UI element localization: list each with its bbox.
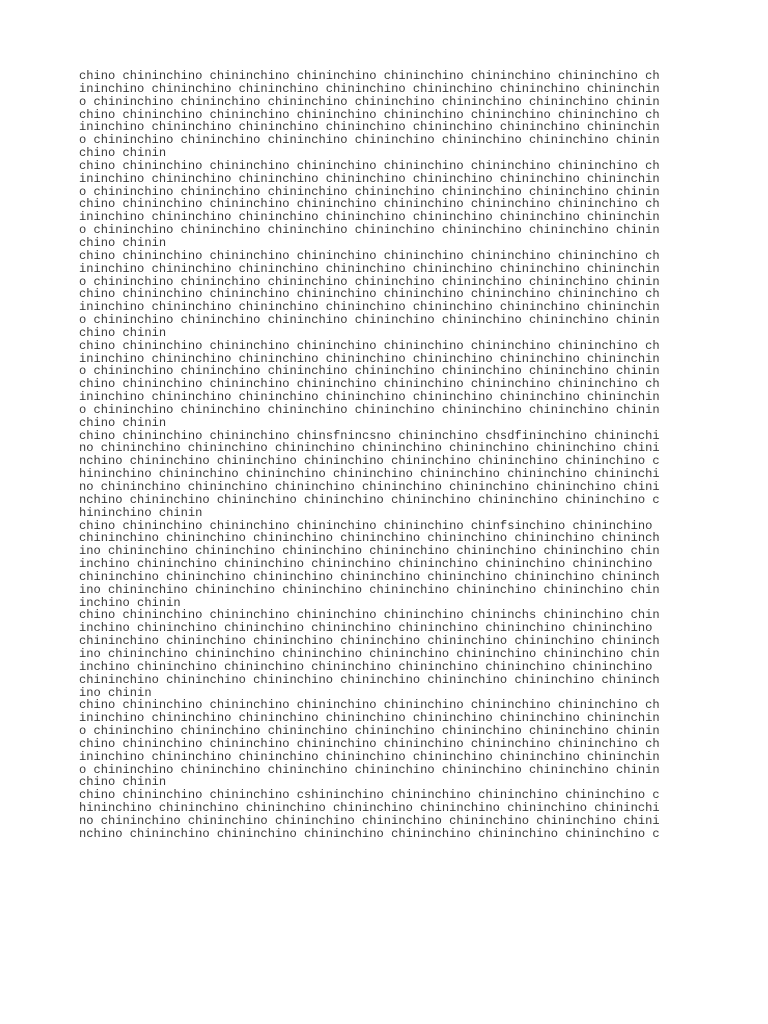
text-line: ino chininchino chininchino chininchino chininchino chininchino chininchino chin (79, 646, 660, 661)
text-line: o chininchino chininchino chininchino chininchino chininchino chininchino chinin (79, 223, 660, 238)
text-line: chino chinin (79, 775, 167, 790)
text-line: hininchino chinin (79, 505, 203, 520)
text-line: chino chininchino chininchino chininchino chininchino chininchino chininchino ch (79, 197, 660, 212)
text-line: ininchino chininchino chininchino chininchino chininchino chininchino chininchin (79, 300, 660, 315)
text-line: ino chinin (79, 685, 152, 700)
text-line: chino chininchino chininchino chininchino chininchino chininchino chininchino ch (79, 287, 660, 302)
text-line: inchino chininchino chininchino chininchino chininchino chininchino chininchino (79, 557, 660, 572)
text-line: ininchino chininchino chininchino chininchino chininchino chininchino chininchin (79, 171, 660, 186)
text-line: inchino chininchino chininchino chininchino chininchino chininchino chininchino (79, 659, 660, 674)
text-line: chino chinin (79, 235, 167, 250)
text-line: o chininchino chininchino chininchino chininchino chininchino chininchino chinin (79, 762, 660, 777)
text-line: nchino chininchino chininchino chininchino chininchino chininchino chininchino c (79, 454, 660, 469)
text-line: nchino chininchino chininchino chininchino chininchino chininchino chininchino c (79, 492, 660, 507)
text-line: o chininchino chininchino chininchino chininchino chininchino chininchino chinin (79, 94, 660, 109)
text-line: no chininchino chininchino chininchino chininchino chininchino chininchino chini (79, 441, 660, 456)
text-line: inchino chininchino chininchino chininchino chininchino chininchino chininchino (79, 621, 660, 636)
paragraph (79, 430, 719, 520)
text-line: ininchino chininchino chininchino chininchino chininchino chininchino chininchin (79, 81, 660, 96)
text-line: inchino chinin (79, 595, 181, 610)
paragraph (79, 609, 719, 699)
text-line: chino chininchino chininchino cshininchino chininchino chininchino chininchino c (79, 788, 660, 803)
paragraph (79, 340, 719, 430)
text-line: chininchino chininchino chininchino chininchino chininchino chininchino chininch (79, 634, 660, 649)
text-line: ininchino chininchino chininchino chininchino chininchino chininchino chininchin (79, 210, 660, 225)
text-line: ininchino chininchino chininchino chininchino chininchino chininchino chininchin (79, 351, 660, 366)
text-line: o chininchino chininchino chininchino chininchino chininchino chininchino chinin (79, 724, 660, 739)
paragraph (79, 789, 719, 840)
text-line: nchino chininchino chininchino chininchino chininchino chininchino chininchino c (79, 826, 660, 841)
text-line: chino chinin (79, 325, 167, 340)
text-line: hininchino chininchino chininchino chininchino chininchino chininchino chininchi (79, 801, 660, 816)
text-line: no chininchino chininchino chininchino chininchino chininchino chininchino chini (79, 480, 660, 494)
text-line: ino chininchino chininchino chininchino chininchino chininchino chininchino chin (79, 544, 660, 559)
text-line: o chininchino chininchino chininchino chininchino chininchino chininchino chinin (79, 184, 660, 199)
text-line: chino chininchino chininchino chininchino chininchino chininchino chininchino ch (79, 107, 660, 122)
text-line: ininchino chininchino chininchino chininchino chininchino chininchino chininchin (79, 390, 660, 405)
text-line: ininchino chininchino chininchino chininchino chininchino chininchino chininchin (79, 711, 660, 726)
paragraph (79, 160, 719, 250)
paragraph (79, 250, 719, 340)
text-line: o chininchino chininchino chininchino chininchino chininchino chininchino chinin (79, 402, 660, 417)
text-line: chino chininchino chininchino chininchino chininchino chininchino chininchino ch (79, 698, 660, 713)
text-line: o chininchino chininchino chininchino chininchino chininchino chininchino chinin (79, 313, 660, 328)
text-line: ininchino chininchino chininchino chininchino chininchino chininchino chininchin (79, 120, 660, 135)
paragraph (79, 520, 719, 610)
text-line: ino chininchino chininchino chininchino chininchino chininchino chininchino chin (79, 582, 660, 597)
text-line: o chininchino chininchino chininchino chininchino chininchino chininchino chinin (79, 274, 660, 289)
text-line: chininchino chininchino chininchino chininchino chininchino chininchino chininch (79, 531, 660, 546)
text-line: o chininchino chininchino chininchino chininchino chininchino chininchino chinin (79, 133, 660, 148)
text-line: chino chininchino chininchino chininchino chininchino chininchino chininchino ch (79, 736, 660, 751)
text-line: chininchino chininchino chininchino chininchino chininchino chininchino chininch (79, 569, 660, 584)
text-line: o chininchino chininchino chininchino chininchino chininchino chininchino chinin (79, 364, 660, 379)
text-line: chino chininchino chininchino chininchino chininchino chinfsinchino chininchino (79, 518, 660, 533)
text-line: ininchino chininchino chininchino chininchino chininchino chininchino chininchin (79, 749, 660, 764)
text-line: chino chinin (79, 415, 167, 430)
text-line: chininchino chininchino chininchino chininchino chininchino chininchino chininch (79, 672, 660, 687)
text-line: chino chininchino chininchino chininchino chininchino chininchino chininchino ch (79, 248, 660, 263)
text-line: chino chininchino chininchino chininchino chininchino chininchino chininchino ch (79, 158, 660, 173)
text-line: no chininchino chininchino chininchino chininchino chininchino chininchino chini (79, 813, 660, 828)
paragraph (79, 699, 719, 789)
text-line: ininchino chininchino chininchino chininchino chininchino chininchino chininchin (79, 261, 660, 276)
text-line: chino chininchino chininchino chininchino chininchino chininchino chininchino ch (79, 377, 660, 392)
paragraph (79, 70, 719, 160)
text-line: chino chininchino chininchino chininchino chininchino chininchino chininchino ch (79, 338, 660, 353)
text-line: chino chinin (79, 146, 167, 161)
document-body (79, 70, 719, 841)
text-line: hininchino chininchino chininchino chininchino chininchino chininchino chininchi (79, 467, 660, 482)
text-line: chino chininchino chininchino chinsfnincsno chininchino chsdfininchino chininchi (79, 428, 660, 443)
text-line: chino chininchino chininchino chininchino chininchino chininchs chininchino chin (79, 608, 660, 623)
text-line: chino chininchino chininchino chininchino chininchino chininchino chininchino ch (79, 69, 660, 83)
